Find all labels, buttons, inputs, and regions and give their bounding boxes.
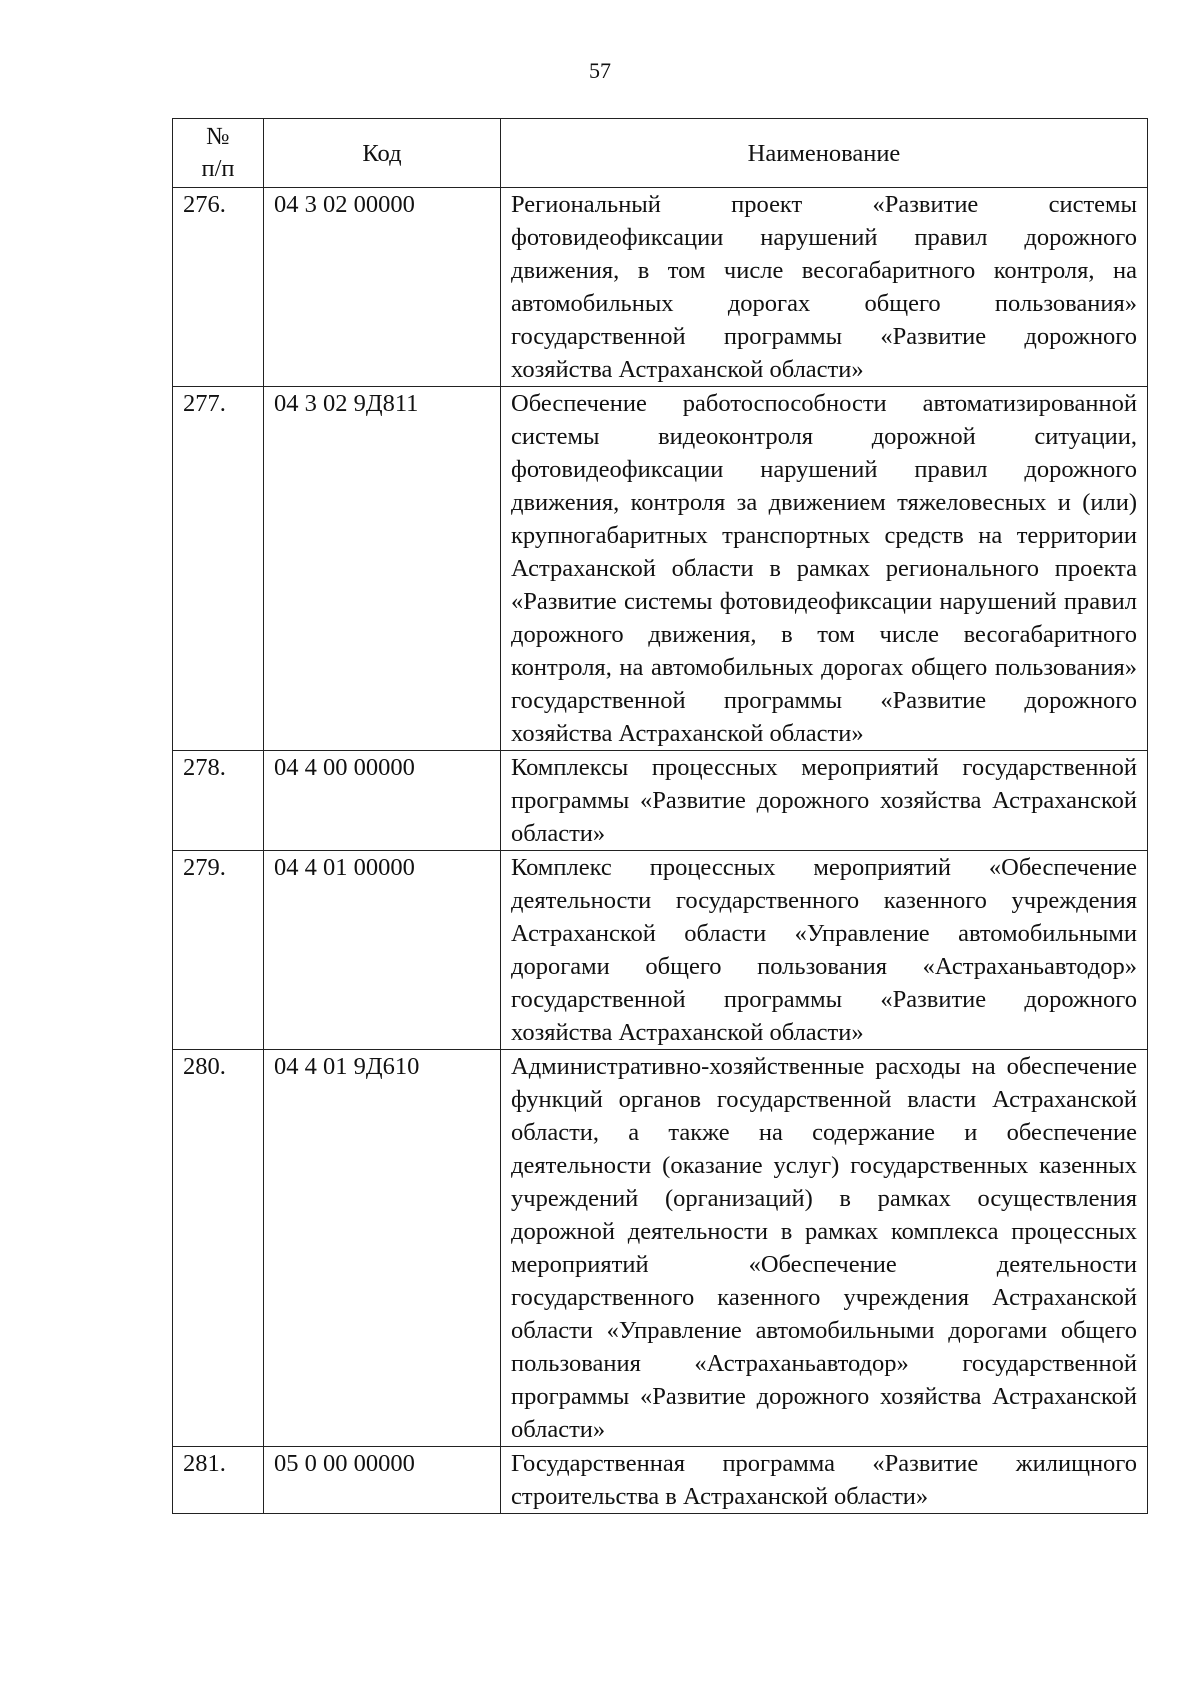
row-number: 278. (173, 751, 264, 851)
table-row (173, 1050, 1148, 1447)
header-name: Наименование (501, 119, 1148, 188)
table-row (173, 1447, 1148, 1514)
table-row (173, 387, 1148, 751)
table-row (173, 751, 1148, 851)
table-row (173, 188, 1148, 387)
row-number: 277. (173, 387, 264, 751)
table-row (173, 851, 1148, 1050)
row-name: Административно-хозяйственные расходы на обеспечение функций органов государственной власти Астраханской области, а также на содержание и обеспечение деятельности (оказание услуг) государственных казенных учреждений (организаций) в рамках осуществления дорожной деятельности в рамках комплекса процессных мероприятий «Обеспечение деятельности государственного казенного учреждения Астраханской области «Управление автомобильными дорогами общего пользования «Астраханьавтодор» государственной программы «Развитие дорожного хозяйства Астраханской области» (501, 1050, 1148, 1447)
page-number: 57 (589, 58, 611, 83)
row-code: 04 4 00 00000 (264, 751, 501, 851)
row-name: Комплекс процессных мероприятий «Обеспечение деятельности государственного казенного учреждения Астраханской области «Управление автомобильными дорогами общего пользования «Астраханьавтодор» государственной программы «Развитие дорожного хозяйства Астраханской области» (501, 851, 1148, 1050)
header-code: Код (264, 119, 501, 188)
header-number-abbrev: п/п (201, 155, 235, 182)
row-name: Обеспечение работоспособности автоматизированной системы видеоконтроля дорожной ситуации, фотовидеофиксации нарушений правил дорожного движения, контроля за движением тяжеловесных и (или) крупногабаритных транспортных средств на территории Астраханской области в рамках регионального проекта «Развитие системы фотовидеофиксации нарушений правил дорожного движения, в том числе весогабаритного контроля, на автомобильных дорогах общего пользования» государственной программы «Развитие дорожного хозяйства Астраханской области» (501, 387, 1148, 751)
budget-classification-table (172, 118, 1148, 1514)
header-row-number (173, 119, 264, 188)
row-name: Региональный проект «Развитие системы фотовидеофиксации нарушений правил дорожного движения, в том числе весогабаритного контроля, на автомобильных дорогах общего пользования» государственной программы «Развитие дорожного хозяйства Астраханской области» (501, 188, 1148, 387)
row-number: 280. (173, 1050, 264, 1447)
row-name: Государственная программа «Развитие жилищного строительства в Астраханской области» (501, 1447, 1148, 1514)
row-code: 05 0 00 00000 (264, 1447, 501, 1514)
row-code: 04 3 02 9Д811 (264, 387, 501, 751)
row-code: 04 4 01 9Д610 (264, 1050, 501, 1447)
row-name: Комплексы процессных мероприятий государственной программы «Развитие дорожного хозяйства Астраханской области» (501, 751, 1148, 851)
row-code: 04 4 01 00000 (264, 851, 501, 1050)
table-header-row (173, 119, 1148, 188)
row-number: 281. (173, 1447, 264, 1514)
row-number: 276. (173, 188, 264, 387)
row-number: 279. (173, 851, 264, 1050)
header-number-sign: № (206, 123, 230, 150)
row-code: 04 3 02 00000 (264, 188, 501, 387)
